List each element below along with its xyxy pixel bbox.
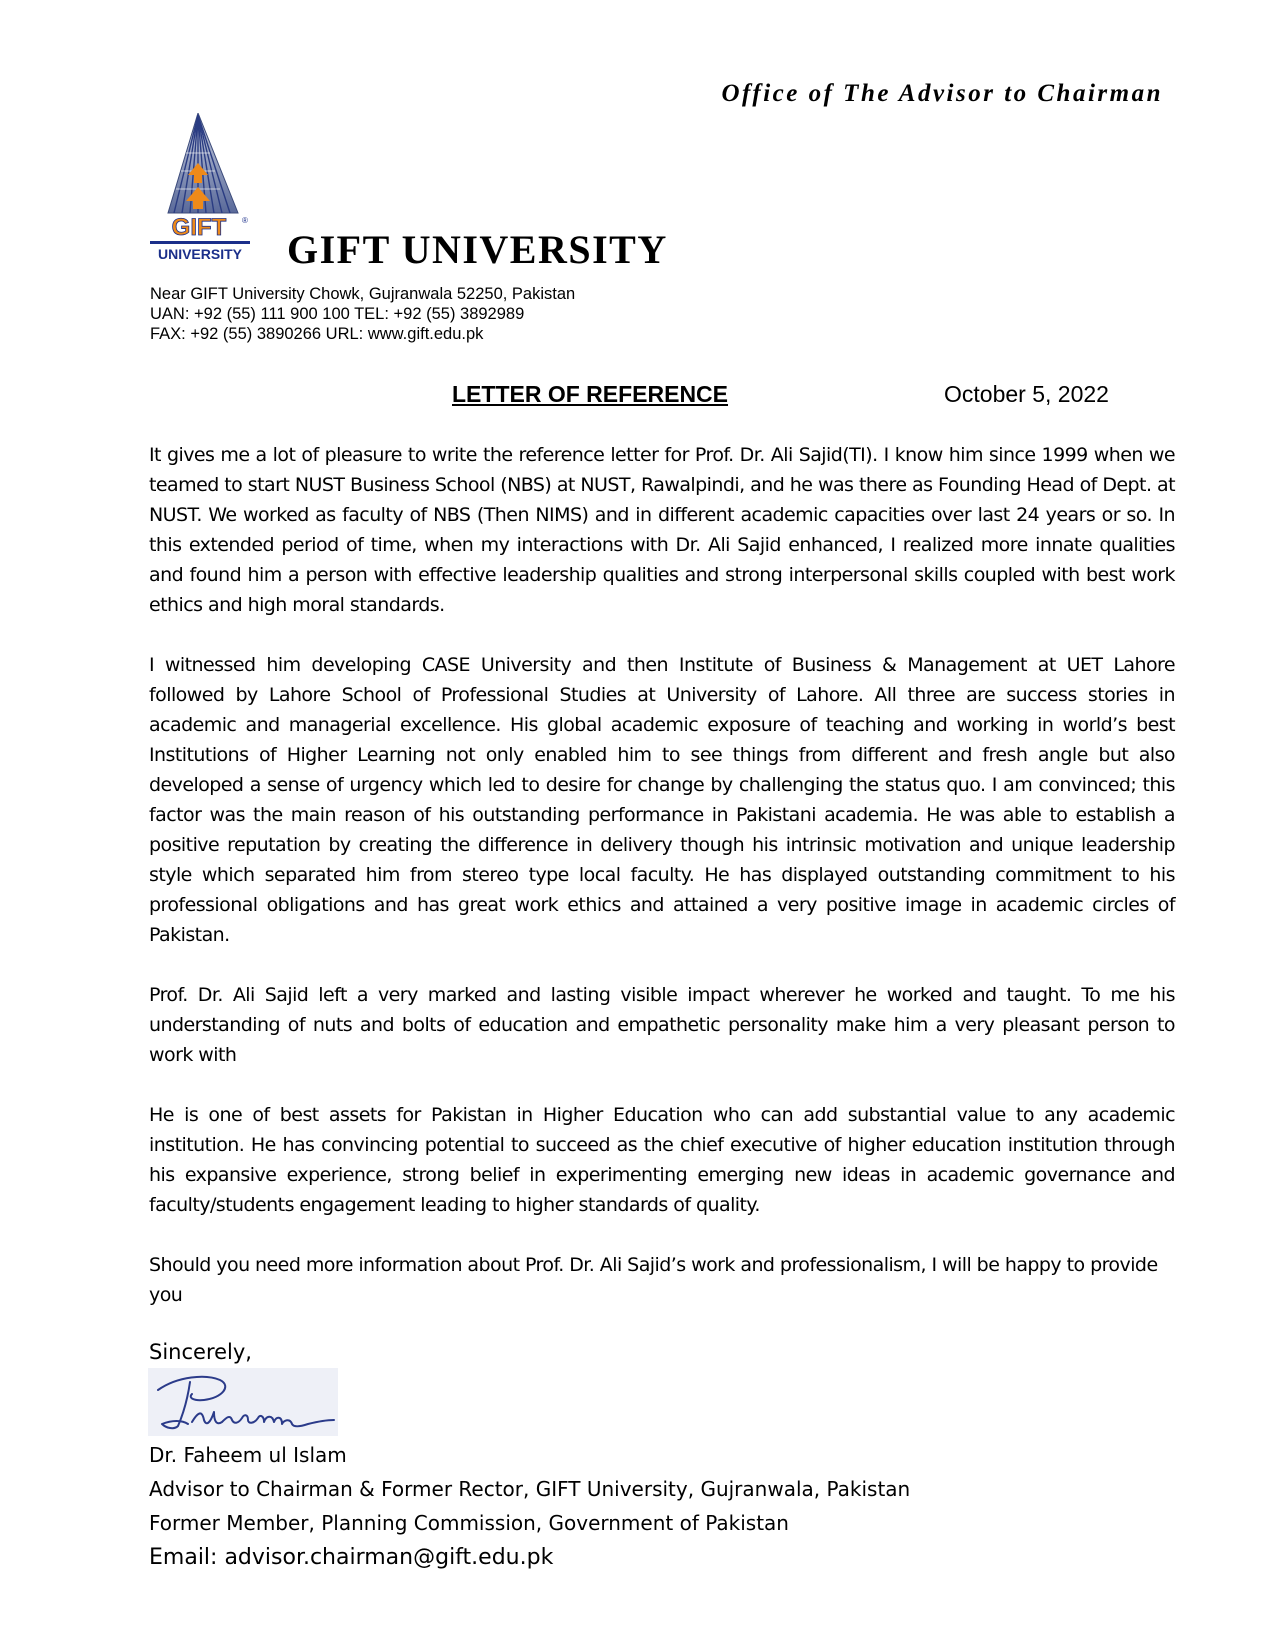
logo-sub-text: UNIVERSITY xyxy=(157,246,243,262)
body-paragraph: Prof. Dr. Ali Sajid left a very marked and lasting visible impact wherever he worked and taught. To me his understanding of nuts and bolts of education and empathetic personality make him a very pleasant person to work with xyxy=(149,984,1175,1066)
signer-name: Dr. Faheem ul Islam xyxy=(149,1443,347,1467)
letter-body xyxy=(149,440,1175,1340)
letter-title: LETTER OF REFERENCE xyxy=(452,381,729,407)
body-paragraph: It gives me a lot of pleasure to write the reference letter for Prof. Dr. Ali Sajid(TI). I know him since 1999 when we teamed to start NUST Business School (NBS) at NUST, Rawalpindi, and he was there as Founding Head of Dept. at NUST. We worked as faculty of NBS (Then NIMS) and in different academic capacities over last 24 years or so. In this extended period of time, when my interactions with Dr. Ali Sajid enhanced, I realized more innate qualities and found him a person with effective leadership qualities and strong interpersonal skills coupled with best work ethics and high moral standards. xyxy=(149,444,1175,616)
signer-block xyxy=(149,1438,910,1576)
signer-title: Advisor to Chairman & Former Rector, GIFT University, Gujranwala, Pakistan xyxy=(149,1477,911,1501)
letter-date: October 5, 2022 xyxy=(944,381,1109,407)
address-line: Near GIFT University Chowk, Gujranwala 52250, Pakistan xyxy=(150,285,576,303)
office-heading: Office of The Advisor to Chairman xyxy=(721,80,1163,107)
body-paragraph: He is one of best assets for Pakistan in Higher Education who can add substantial value to any academic institution. He has convincing potential to succeed as the chief executive of higher education institution through his expansive experience, strong belief in experimenting emerging new ideas in academic governance and faculty/students engagement leading to higher standards of quality. xyxy=(149,1104,1175,1216)
handwritten-signature xyxy=(148,1368,338,1436)
contact-line: UAN: +92 (55) 111 900 100 TEL: +92 (55) 3892989 xyxy=(150,305,525,323)
logo-mark-text: GIFT xyxy=(171,214,227,241)
svg-text:®: ® xyxy=(242,216,248,225)
signer-email: Email: advisor.chairman@gift.edu.pk xyxy=(149,1545,554,1570)
closing: Sincerely, xyxy=(149,1340,252,1364)
university-name: GIFT UNIVERSITY xyxy=(287,227,668,272)
signer-former-position: Former Member, Planning Commission, Government of Pakistan xyxy=(149,1511,789,1535)
body-paragraph: Should you need more information about Prof. Dr. Ali Sajid’s work and professionalism, I will be happy to provide you xyxy=(149,1254,1158,1306)
university-address xyxy=(150,284,575,344)
gift-university-logo xyxy=(150,113,262,273)
body-paragraph: I witnessed him developing CASE University and then Institute of Business & Management at UET Lahore followed by Lahore School of Professional Studies at University of Lahore. All three are success stories in academic and managerial excellence. His global academic exposure of teaching and working in world’s best Institutions of Higher Learning not only enabled him to see things from different and fresh angle but also developed a sense of urgency which led to desire for change by challenging the status quo. I am convinced; this factor was the main reason of his outstanding performance in Pakistani academia. He was able to establish a positive reputation by creating the difference in delivery though his intrinsic motivation and unique leadership style which separated him from stereo type local faculty. He has displayed outstanding commitment to his professional obligations and has great work ethics and attained a very positive image in academic circles of Pakistan. xyxy=(149,654,1175,946)
fax-url-line: FAX: +92 (55) 3890266 URL: www.gift.edu.pk xyxy=(150,325,484,343)
